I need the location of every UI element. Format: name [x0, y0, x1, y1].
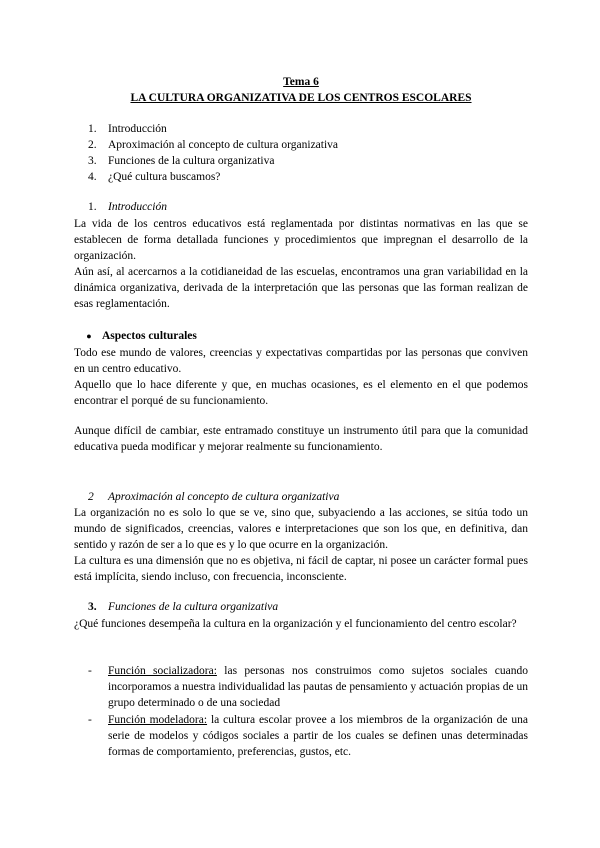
paragraph: Aquello que lo hace diferente y que, en muchas ocasiones, es el elemento en el que podemos encontrar el porqué de su funcionamiento.	[74, 379, 528, 407]
paragraph: Aún así, al acercarnos a la cotidianeidad de las escuelas, encontramos una gran variabilidad en la dinámica organizativa, derivada de la interpretación que las personas que las forman realizan de esas reglamentación.	[74, 266, 528, 310]
paragraph: ¿Qué funciones desempeña la cultura en la organización y el funcionamiento del centro escolar?	[74, 618, 517, 630]
topic-number: Tema 6	[283, 76, 319, 88]
document-header	[74, 74, 528, 106]
toc-item: 3. Funciones de la cultura organizativa	[88, 155, 275, 167]
list-item	[88, 712, 528, 760]
item-description: las personas nos construimos como sujetos sociales cuando incorporamos a nuestra individualidad las pautas de pensamiento y actuación propias de un grupo determinado o de una sociedad	[108, 665, 528, 709]
bullet-icon: ●	[86, 331, 92, 341]
cultural-aspects-heading: ● Aspectos culturales	[76, 328, 197, 344]
cultural-aspects-note	[74, 423, 528, 455]
paragraph: Todo ese mundo de valores, creencias y expectativas compartidas por las personas que conviven en un centro educativo.	[74, 347, 528, 375]
document-title: LA CULTURA ORGANIZATIVA DE LOS CENTROS ESCOLARES	[130, 92, 472, 104]
section-3-heading: 3. Funciones de la cultura organizativa	[88, 601, 279, 613]
section-3-intro	[74, 616, 528, 632]
list-item	[88, 663, 528, 711]
paragraph: La vida de los centros educativos está reglamentada por distintas normativas en las que se establecen de forma detallada funciones y procedimientos que impregnan el desarrollo de la organización.	[74, 218, 528, 262]
section-1-heading: 1. Introducción	[88, 201, 167, 213]
item-term: Función socializadora:	[108, 665, 217, 677]
dash-bullet: -	[88, 714, 92, 726]
dash-bullet: -	[88, 665, 92, 677]
paragraph: La cultura es una dimensión que no es objetiva, ni fácil de captar, ni posee un carácter formal pues está implícita, siendo incluso, con frecuencia, inconsciente.	[74, 555, 528, 583]
cultural-aspects-body	[74, 345, 528, 409]
section-1-body	[74, 216, 528, 312]
section-2-heading: 2 Aproximación al concepto de cultura organizativa	[88, 491, 340, 503]
section-2-body	[74, 505, 528, 585]
paragraph: Aunque difícil de cambiar, este entramado constituye un instrumento útil para que la comunidad educativa pueda modificar y mejorar realmente su funcionamiento.	[74, 425, 528, 453]
toc-item: 2. Aproximación al concepto de cultura organizativa	[88, 139, 339, 151]
table-of-contents	[88, 121, 338, 185]
toc-item: 1. Introducción	[88, 123, 167, 135]
item-term: Función modeladora:	[108, 714, 208, 726]
item-description: la cultura escolar provee a los miembros de la organización de una serie de modelos y códigos sociales a partir de los cuales se definen unas determinadas formas de comportamiento, preferencias, gustos, etc.	[108, 714, 529, 758]
paragraph: La organización no es solo lo que se ve, sino que, subyaciendo a las acciones, se sitúa todo un mundo de significados, creencias, valores e interpretaciones que son los que, en definitiva, dan sentido y razón de ser a lo que es y lo que ocurre en la organización.	[74, 507, 528, 551]
toc-item: 4. ¿Qué cultura buscamos?	[88, 171, 221, 183]
